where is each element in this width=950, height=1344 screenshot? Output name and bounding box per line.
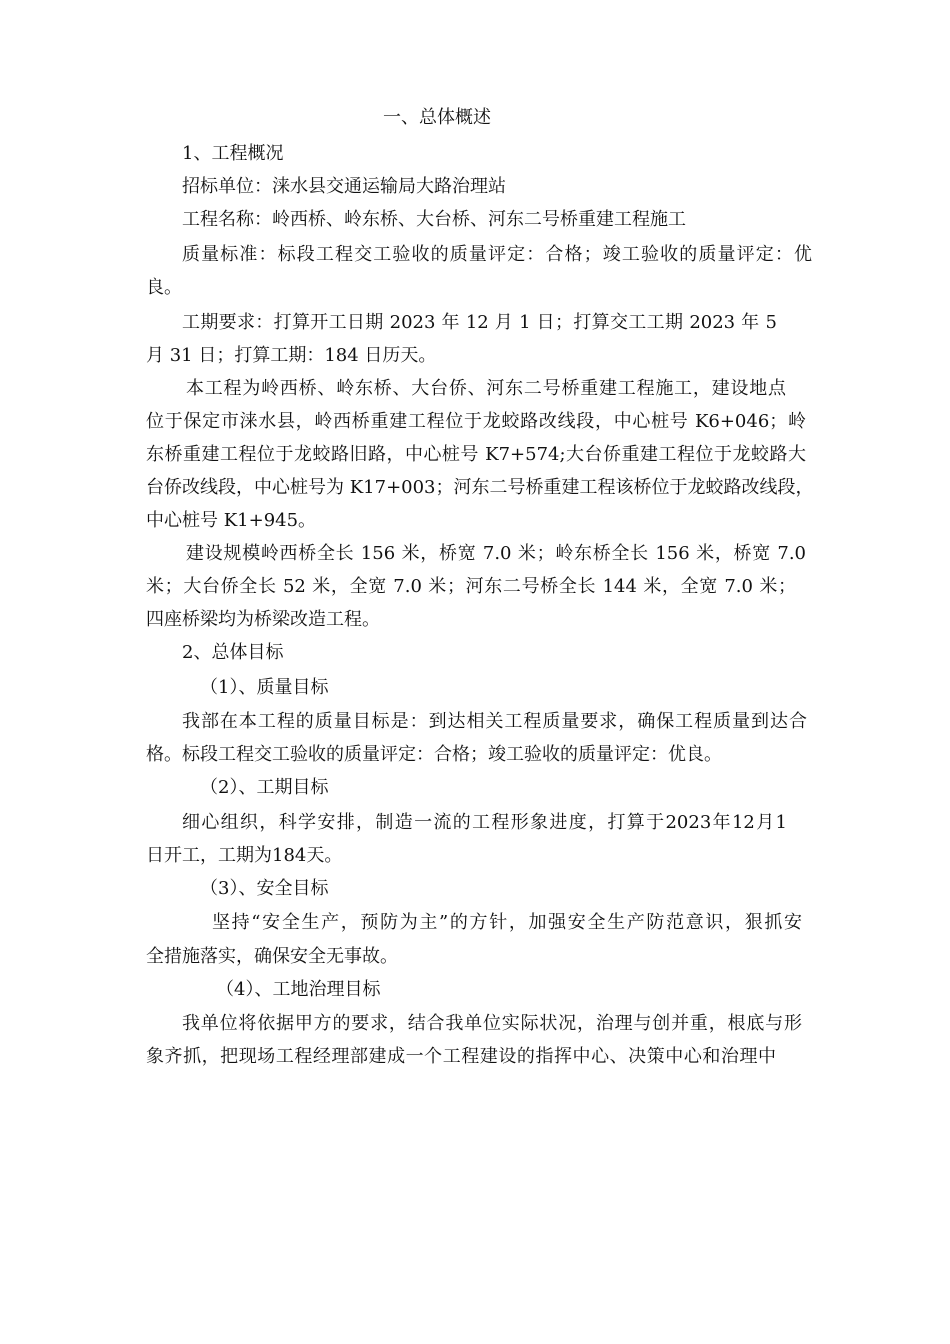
schedule-goal-line-end: 日开工，工期为184天。	[146, 845, 343, 866]
schedule-goal-heading: （2）、工期目标	[200, 777, 329, 798]
safety-goal-line-end: 全措施落实，确保安全无事故。	[146, 946, 398, 967]
site-management-goal-line: 我单位将依据甲方的要求，结合我单位实际状况，治理与创并重，根底与形	[182, 1013, 802, 1034]
project-name-line: 工程名称：岭西桥、岭东桥、大台桥、河东二号桥重建工程施工	[182, 209, 686, 230]
safety-goal-line: 坚持“安全生产，预防为主”的方针，加强安全生产防范意识，狠抓安	[212, 912, 802, 933]
schedule-goal-line: 细心组织，科学安排，制造一流的工程形象进度，打算于2023年12月1	[182, 812, 787, 833]
quality-goal-heading: （1）、质量目标	[200, 677, 329, 698]
overview-heading: 1、工程概况	[182, 143, 284, 164]
quality-standard-line-end: 良。	[146, 277, 182, 298]
schedule-requirement-line-end: 月 31 日；打算工期：184 日历天。	[146, 345, 437, 366]
safety-goal-heading: （3）、安全目标	[200, 878, 329, 899]
construction-scale-line-end: 四座桥梁均为桥梁改造工程。	[146, 609, 380, 630]
tender-unit-line: 招标单位：涞水县交通运输局大路治理站	[182, 176, 506, 197]
project-description-line: 本工程为岭西桥、岭东桥、大台侨、河东二号桥重建工程施工，建设地点	[186, 378, 786, 399]
site-management-goal-line: 象齐抓，把现场工程经理部建成一个工程建设的指挥中心、决策中心和治理中	[146, 1046, 776, 1067]
section-title: 一、总体概述	[383, 107, 491, 128]
quality-goal-line: 我部在本工程的质量目标是：到达相关工程质量要求，确保工程质量到达合	[182, 711, 807, 732]
project-description-line-end: 中心桩号 K1+945。	[146, 510, 317, 531]
quality-standard-line: 质量标准：标段工程交工验收的质量评定：合格；竣工验收的质量评定：优	[182, 244, 812, 265]
project-description-line: 台侨改线段，中心桩号为 K17+003；河东二号桥重建工程该桥位于龙蛟路改线段，	[146, 477, 814, 498]
quality-goal-line-end: 格。标段工程交工验收的质量评定：合格；竣工验收的质量评定：优良。	[146, 744, 722, 765]
schedule-requirement-line: 工期要求：打算开工日期 2023 年 12 月 1 日；打算交工工期 2023 年 5	[182, 312, 777, 333]
project-description-line: 位于保定市涞水县，岭西桥重建工程位于龙蛟路改线段，中心桩号 K6+046；岭	[146, 411, 806, 432]
project-description-line: 东桥重建工程位于龙蛟路旧路，中心桩号 K7+574;大台侨重建工程位于龙蛟路大	[146, 444, 806, 465]
site-management-goal-heading: （4）、工地治理目标	[216, 979, 381, 1000]
construction-scale-line: 建设规模岭西桥全长 156 米，桥宽 7.0 米；岭东桥全长 156 米，桥宽 7.0	[186, 543, 806, 564]
construction-scale-line: 米；大台侨全长 52 米，全宽 7.0 米；河东二号桥全长 144 米，全宽 7.0 米；	[146, 576, 796, 597]
goals-heading: 2、总体目标	[182, 642, 284, 663]
